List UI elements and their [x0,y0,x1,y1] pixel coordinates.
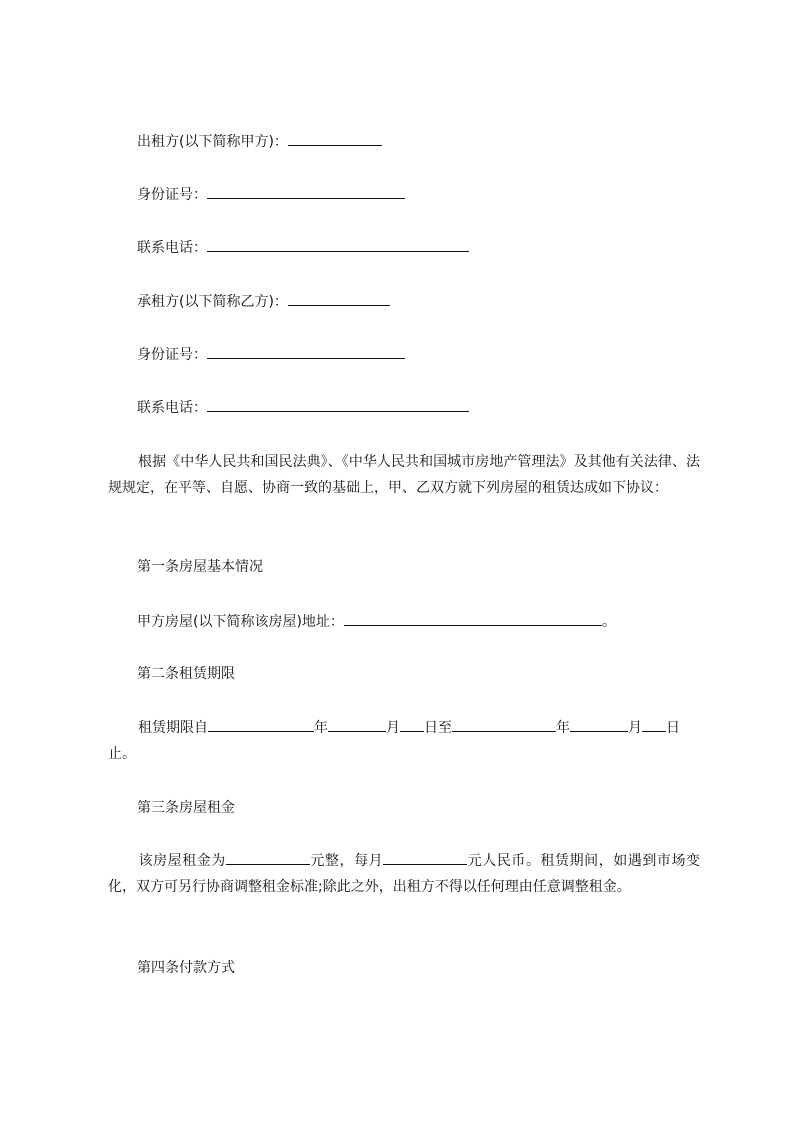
article1-title: 第一条房屋基本情况 [137,559,263,575]
term-year2: 年 [556,720,570,736]
term-start-day-blank [400,717,424,732]
address-field [137,611,616,632]
rent-monthly-blank [383,850,467,865]
term-end-day-blank [642,717,666,732]
lessor-id-blank [207,184,405,199]
address-blank [344,611,602,626]
rent-total-blank [226,850,310,865]
intro-paragraph [108,449,700,501]
article3-title: 第三条房屋租金 [137,800,235,816]
term-start-text: 租赁期限自 [138,720,208,736]
lessee-label: 承租方(以下简称乙方)： [137,294,288,310]
address-end: 。 [601,614,616,630]
term-end-year-blank [452,717,556,732]
term-start-year-blank [208,717,314,732]
rent-text-1: 该房屋租金为 [138,853,226,869]
term-month1: 月 [386,720,400,736]
term-end-text: 止。 [108,746,136,762]
term-month2: 月 [628,720,642,736]
rent-text-3: 元人民币。租赁期间，如遇到市场变化，双方可另行协商调整租金标准;除此之外，出租方不得以任何理由任意调整租金。 [108,853,701,895]
rent-text-2: 元整，每月 [309,853,384,869]
lessor-phone-label: 联系电话： [137,240,207,256]
lessee-phone-field [137,397,469,418]
rent-paragraph [108,848,700,900]
term-day1: 日至 [424,720,452,736]
lessor-blank [288,131,382,146]
lessor-id-label: 身份证号： [137,187,207,203]
term-year1: 年 [314,720,328,736]
term-end-month-blank [570,717,628,732]
article4-title: 第四条付款方式 [137,960,235,976]
term-day2: 日 [666,720,680,736]
lessor-field [137,131,382,152]
article2-title: 第二条租赁期限 [137,666,235,682]
lessee-id-blank [207,344,405,359]
address-label: 甲方房屋(以下简称该房屋)地址： [137,614,344,630]
lease-term-paragraph [108,715,700,767]
lessor-id-field [137,184,405,205]
lessee-phone-label: 联系电话： [137,400,207,416]
lessee-id-field [137,344,405,365]
intro-text: 根据《中华人民共和国民法典》、《中华人民共和国城市房地产管理法》及其他有关法律、法规规定，在平等、自愿、协商一致的基础上，甲、乙双方就下列房屋的租赁达成如下协议： [108,454,700,496]
lessee-field [137,291,390,312]
lessee-blank [288,291,390,306]
lessor-phone-field [137,237,469,258]
lessor-label: 出租方(以下简称甲方)： [137,134,288,150]
lessee-phone-blank [207,397,469,412]
lessor-phone-blank [207,237,469,252]
term-start-month-blank [328,717,386,732]
lessee-id-label: 身份证号： [137,347,207,363]
